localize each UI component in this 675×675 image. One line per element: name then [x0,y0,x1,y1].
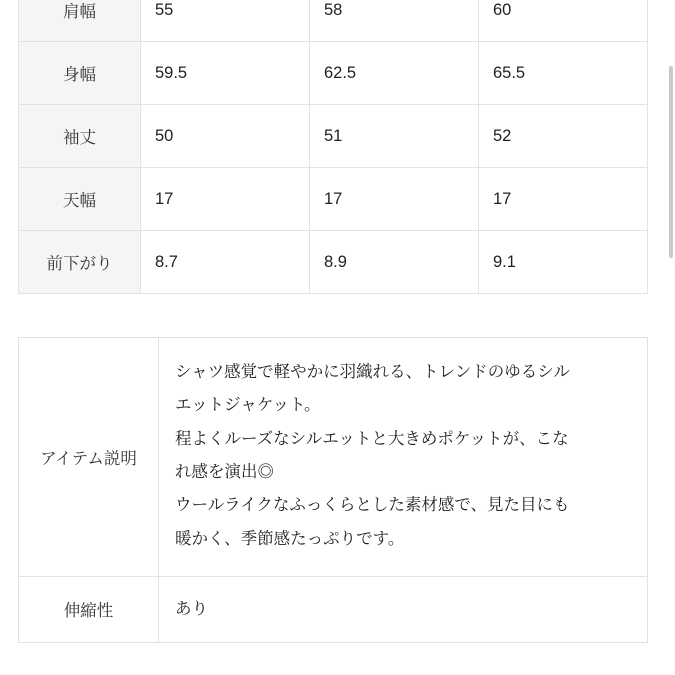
table-row [19,0,648,42]
size-row-label: 前下がり [19,231,141,294]
size-cell-value: 17 [141,168,310,231]
table-row [19,42,648,105]
scrollbar-thumb[interactable] [669,66,673,258]
size-measurement-table [18,0,648,294]
description-line: れ感を演出◎ [175,462,274,481]
size-cell-value: 51 [310,105,479,168]
size-row-label: 身幅 [19,42,141,105]
description-line: 暖かく、季節感たっぷりです。 [175,529,405,548]
table-row [19,168,648,231]
vertical-scrollbar[interactable] [667,0,675,675]
description-line: エットジャケット。 [175,396,321,415]
size-cell-value: 59.5 [141,42,310,105]
size-cell-value: 60 [479,0,648,42]
description-line: ウールライクなふっくらとした素材感で、見た目にも [175,496,570,515]
table-row [19,105,648,168]
size-row-label: 肩幅 [19,0,141,42]
table-row [19,231,648,294]
description-text [159,338,648,577]
item-detail-table [18,337,648,643]
size-cell-value: 9.1 [479,231,648,294]
table-row-description [19,338,648,577]
size-cell-value: 65.5 [479,42,648,105]
size-cell-value: 52 [479,105,648,168]
size-cell-value: 17 [310,168,479,231]
description-line: 程よくルーズなシルエットと大きめポケットが、こな [175,429,569,448]
description-line: シャツ感覚で軽やかに羽織れる、トレンドのゆるシル [175,363,570,381]
description-label: アイテム説明 [19,338,159,577]
size-cell-value: 8.7 [141,231,310,294]
size-cell-value: 50 [141,105,310,168]
stretch-label: 伸縮性 [19,576,159,642]
size-row-label: 天幅 [19,168,141,231]
size-cell-value: 58 [310,0,479,42]
size-cell-value: 8.9 [310,231,479,294]
size-cell-value: 62.5 [310,42,479,105]
size-cell-value: 17 [479,168,648,231]
table-row-stretch [19,576,648,642]
stretch-value: あり [159,576,648,642]
size-cell-value: 55 [141,0,310,42]
size-row-label: 袖丈 [19,105,141,168]
